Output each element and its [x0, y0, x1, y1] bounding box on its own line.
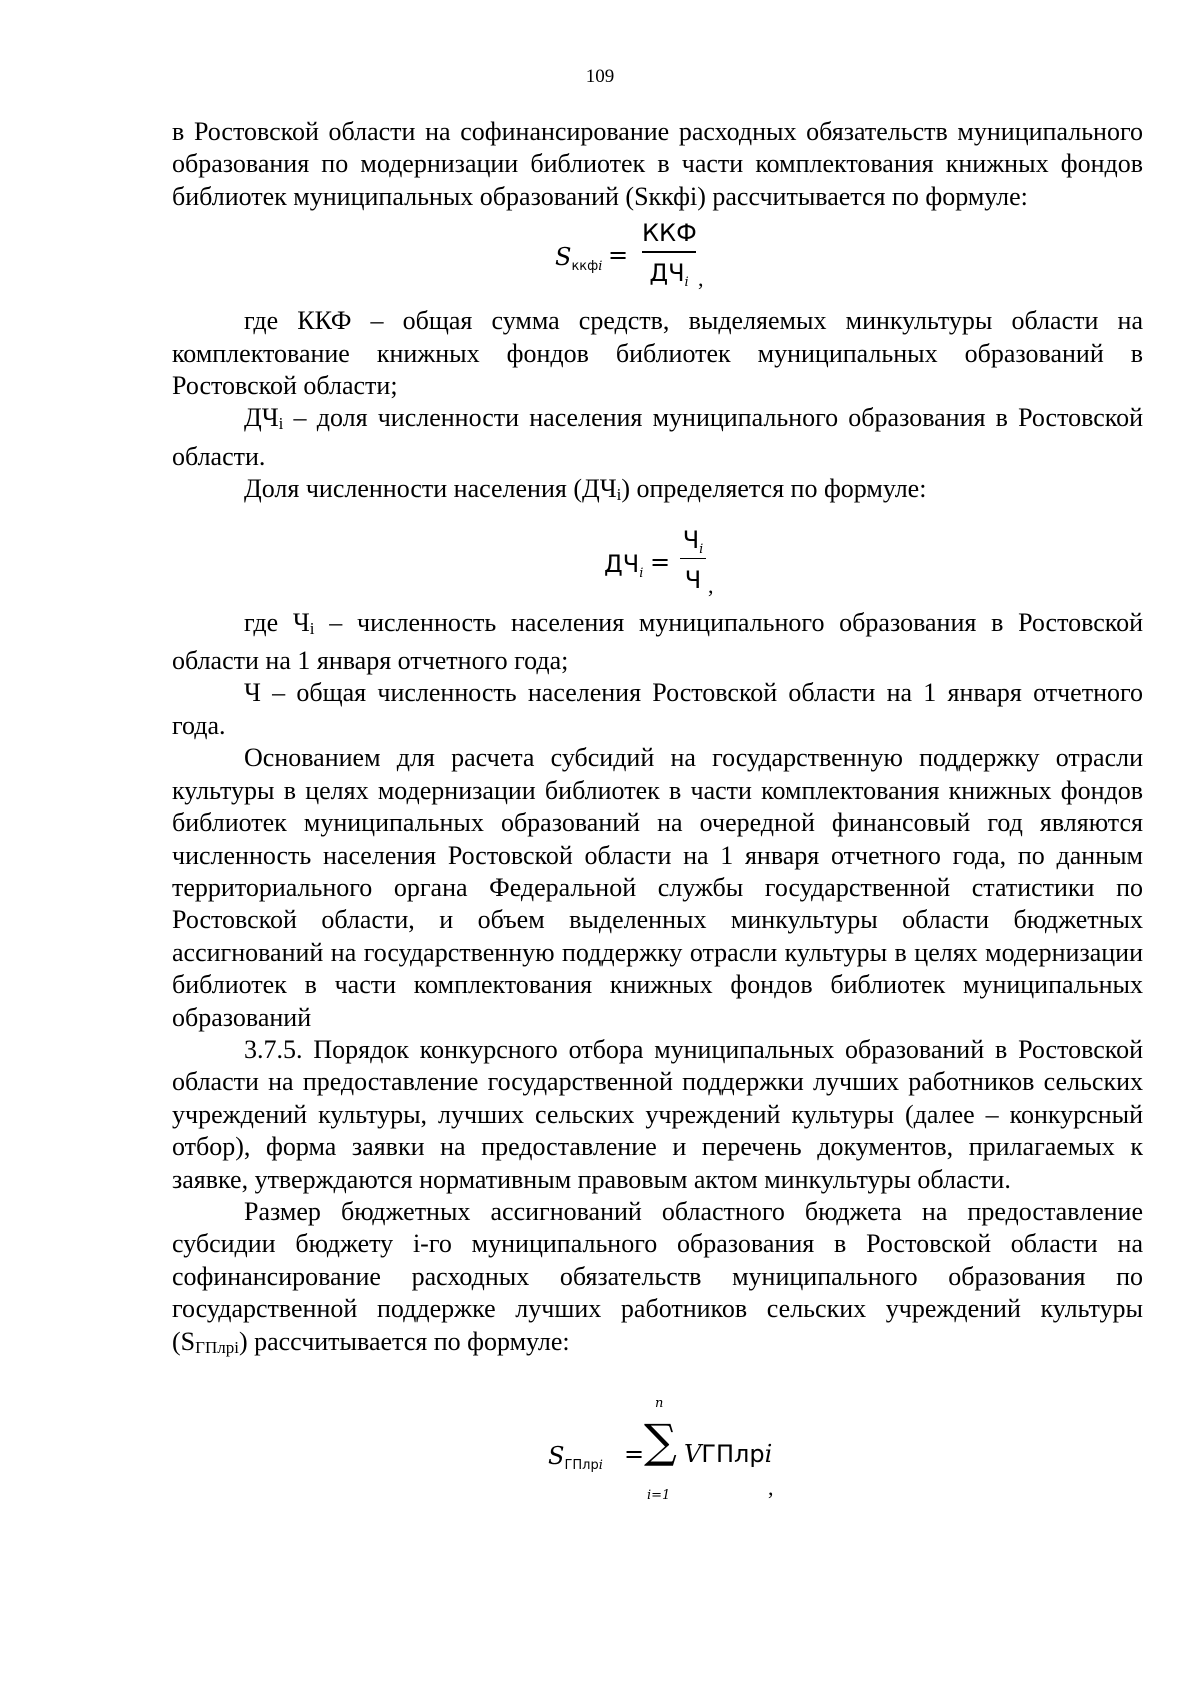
paragraph-2: где ККФ – общая сумма средств, выделяемых минкультуры области на комплектование книжных фондов библиотек муниципальных образований в Ростовской области; — [172, 306, 1143, 401]
formula-dch — [172, 512, 1143, 607]
formula-lhs: $S_{ккфi}$ — [555, 243, 603, 275]
formula-lhs: $S_{ГПлрi}$ — [548, 1442, 603, 1473]
formula-equals: = — [650, 547, 671, 576]
formula-comma: , — [698, 266, 704, 292]
paragraph-6: Ч – общая численность населения Ростовской области на 1 января отчетного года. — [172, 678, 1143, 740]
formula-s-kkf — [172, 213, 1143, 305]
sum-symbol: ∑ — [644, 1414, 677, 1468]
sum-upper-limit: n — [655, 1396, 664, 1411]
formula-comma: , — [768, 1475, 774, 1500]
paragraph-1: в Ростовской области на софинансирование расходных обязательств муниципального образования по модернизации библиотек в части комплектования книжных фондов библиотек муниципальных образований (Sккфi) рассчитывается по формуле: — [172, 117, 1143, 211]
formula-denominator: $ДЧ_i$ — [649, 259, 689, 291]
paragraph-8: 3.7.5. Порядок конкурсного отбора муниципальных образований в Ростовской области на предоставление государственной поддержки лучших работников сельских учреждений культуры, лучших сельских учреждений культуры (далее – конкурсный отбор), форма заявки на предоставление и перечень документов, прилагаемых к заявке, утверждаются нормативным правовым актом минкультуры области. — [172, 1034, 1143, 1194]
paragraph-5: где Чi – численность населения муниципального образования в Ростовской области на 1 января отчетного года; — [172, 607, 1143, 676]
formula-comma: , — [708, 572, 714, 598]
fraction-bar — [642, 251, 696, 253]
sum-lower-limit: i=1 — [647, 1488, 671, 1503]
fraction-bar — [680, 558, 706, 560]
formula-s-gplr — [172, 1376, 1143, 1506]
formula-equals: = — [608, 241, 629, 270]
sum-term: VГПлрi — [684, 1440, 773, 1468]
paragraph-3: ДЧi – доля численности населения муниципального образования в Ростовской области. — [172, 403, 1143, 471]
formula-numerator: $Ч_i$ — [682, 525, 704, 557]
document-body — [172, 116, 1143, 1506]
formula-lhs: $ДЧ_i$ — [604, 549, 644, 581]
formula-denominator: Ч — [684, 565, 702, 594]
formula-equals: = — [624, 1440, 645, 1468]
paragraph-9: Размер бюджетных ассигнований областного бюджета на предоставление субсидии бюджету i-го муниципального образования в Ростовской области на софинансирование расходных обязательств муниципального образования по государственной поддержке лучших работников сельских учреждений культуры (SГПлрi) рассчитывается по формуле: — [172, 1196, 1143, 1357]
paragraph-4: Доля численности населения (ДЧi) определяется по формуле: — [244, 474, 927, 505]
page-number: 109 — [585, 66, 615, 87]
formula-numerator: ККФ — [642, 219, 697, 248]
paragraph-7: Основанием для расчета субсидий на государственную поддержку отрасли культуры в целях модернизации библиотек в части комплектования книжных фондов библиотек муниципальных образований на очередной финансовый год являются численность населения Ростовской области на 1 января отчетного года, по данным территориального органа Федеральной службы государственной статистики по Ростовской области, и объем выделенных минкультуры области бюджетных ассигнований на государственную поддержку отрасли культуры в целях модернизации библиотек в части комплектования книжных фондов библиотек муниципальных образований — [172, 743, 1143, 1032]
